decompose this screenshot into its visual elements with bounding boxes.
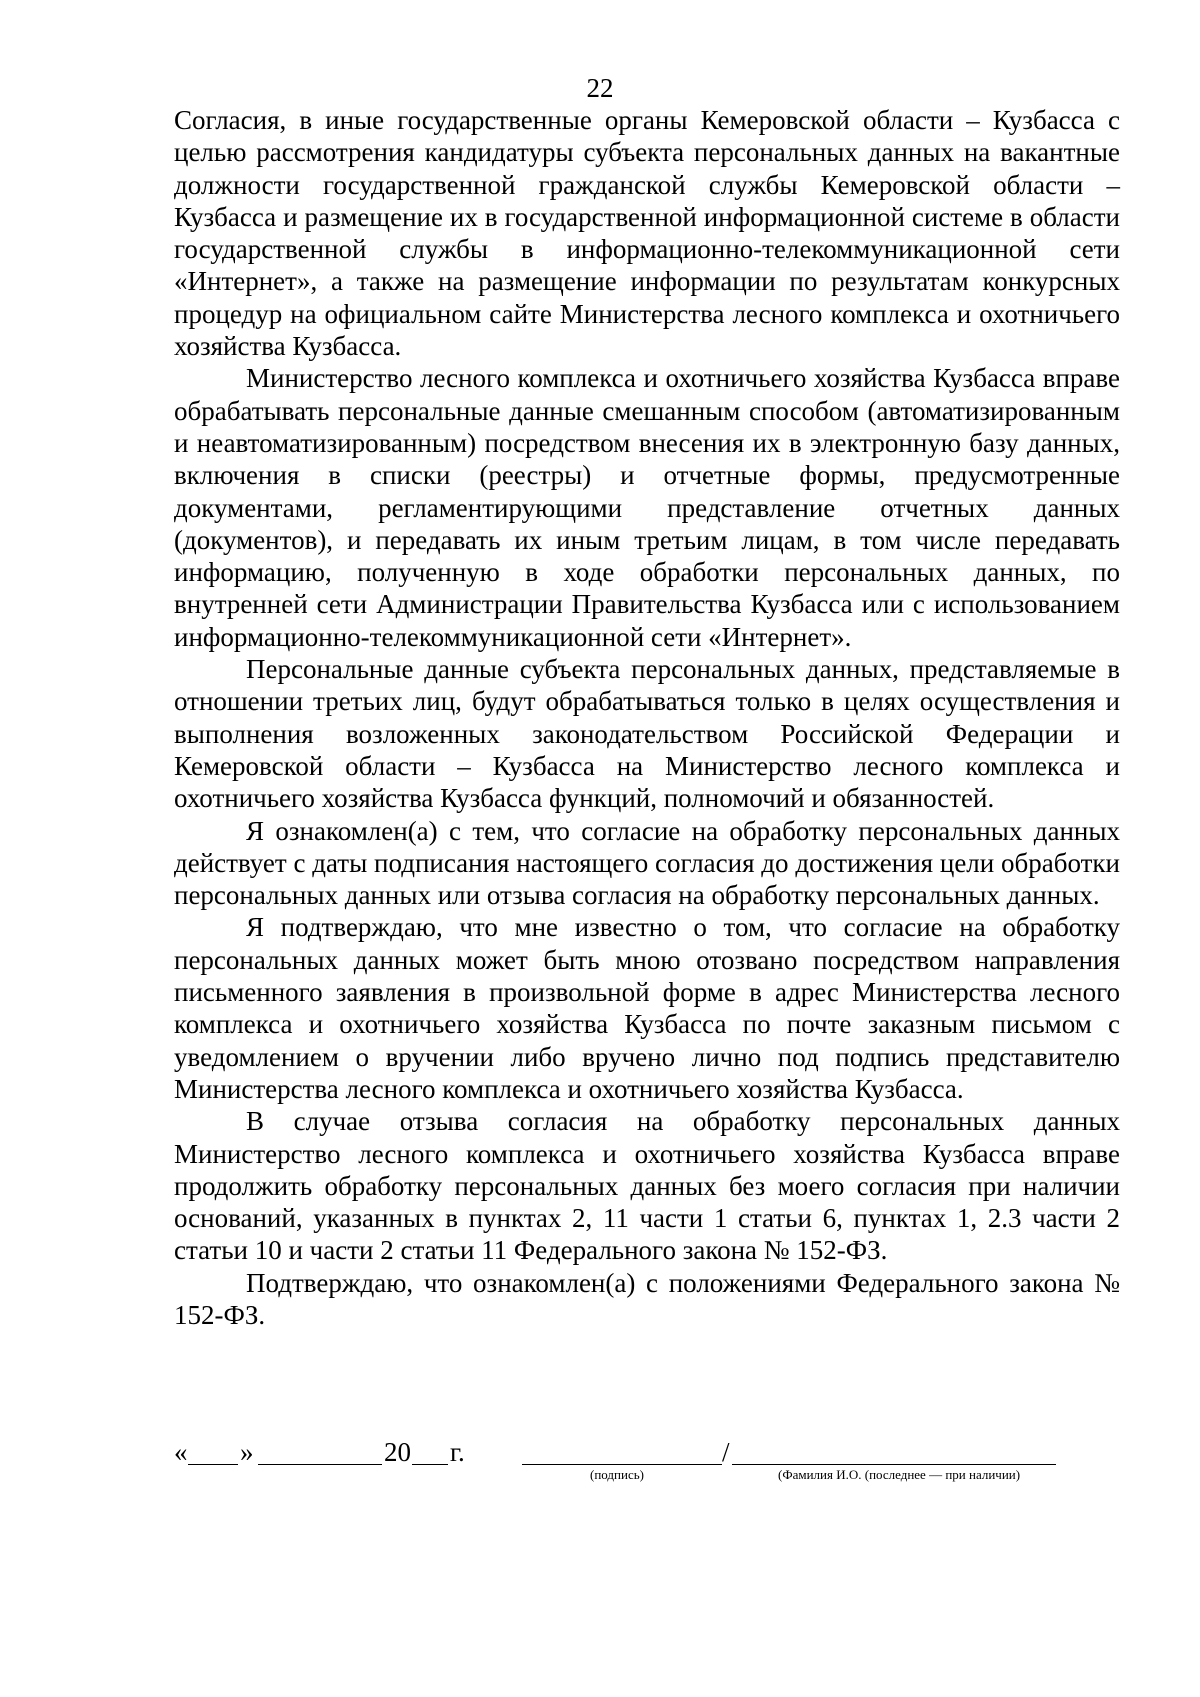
paragraph-revocation-consequences: В случае отзыва согласия на обработку персональных данных Министерство лесного комплекса и охотничьего хозяйства Кузбасса вправе продолжить обработку персональных данных без моего согласия при наличии оснований, указанных в пунктах 2, 11 части 1 статьи 6, пунктах 1, 2.3 части 2 статьи 10 и части 2 статьи 11 Федерального закона № 152-ФЗ.: [174, 1106, 1120, 1266]
date-close-quote: »: [240, 1437, 254, 1467]
paragraph-processing-methods: Министерство лесного комплекса и охотничьего хозяйства Кузбасса вправе обрабатывать персональные данные смешанным способом (автоматизированным и неавтоматизированным) посредством внесения их в электронную базу данных, включения в списки (реестры) и отчетные формы, предусмотренные документами, регламентирующими представление отчетных данных (документов), и передавать их иным третьим лицам, в том числе передавать информацию, полученную в ходе обработки персональных данных, по внутренней сети Администрации Правительства Кузбасса или с использованием информационно-телекоммуникационной сети «Интернет».: [174, 363, 1120, 652]
paragraph-consent-revocation: Я подтверждаю, что мне известно о том, что согласие на обработку персональных данных может быть мною отозвано посредством направления письменного заявления в произвольной форме в адрес Министерства лесного комплекса и охотничьего хозяйства Кузбасса по почте заказным письмом с уведомлением о вручении либо вручено лично под подпись представителю Министерства лесного комплекса и охотничьего хозяйства Кузбасса.: [174, 912, 1120, 1104]
day-field-line: [188, 1464, 238, 1465]
name-field-line: [732, 1464, 1056, 1465]
signature-block: [174, 1436, 1120, 1496]
signature-field-line: [522, 1464, 722, 1465]
name-caption: (Фамилия И.О. (последнее — при наличии): [778, 1467, 1021, 1482]
signature-separator: /: [722, 1437, 730, 1467]
signature-caption: (подпись): [590, 1467, 644, 1482]
month-field-line: [258, 1464, 382, 1465]
year-prefix: 20: [384, 1437, 411, 1467]
year-suffix: г.: [450, 1437, 465, 1467]
year-field-line: [412, 1464, 448, 1465]
paragraph-consent-validity: Я ознакомлен(а) с тем, что согласие на обработку персональных данных действует с даты подписания настоящего согласия до достижения цели обработки персональных данных или отзыва согласия на обработку персональных данных.: [174, 815, 1120, 911]
date-open-quote: «: [174, 1437, 188, 1467]
page-number: 22: [586, 73, 614, 103]
paragraph-third-party-data: Персональные данные субъекта персональных данных, представляемые в отношении третьих лиц, будут обрабатываться только в целях осуществления и выполнения возложенных законодательством Российской Федерации и Кемеровской области – Кузбасса на Министерство лесного комплекса и охотничьего хозяйства Кузбасса функций, полномочий и обязанностей.: [174, 654, 1120, 814]
paragraph-law-acknowledgement: Подтверждаю, что ознакомлен(а) с положениями Федерального закона № 152-ФЗ.: [174, 1267, 1120, 1330]
document-body: [174, 104, 1120, 1331]
paragraph-consent-continuation: Согласия, в иные государственные органы Кемеровской области – Кузбасса с целью рассмотрения кандидатуры субъекта персональных данных на вакантные должности государственной гражданской службы Кемеровской области –Кузбасса и размещение их в государственной информационной системе в области государственной службы в информационно-телекоммуникационной сети «Интернет», а также на размещение информации по результатам конкурсных процедур на официальном сайте Министерства лесного комплекса и охотничьего хозяйства Кузбасса.: [174, 105, 1120, 362]
